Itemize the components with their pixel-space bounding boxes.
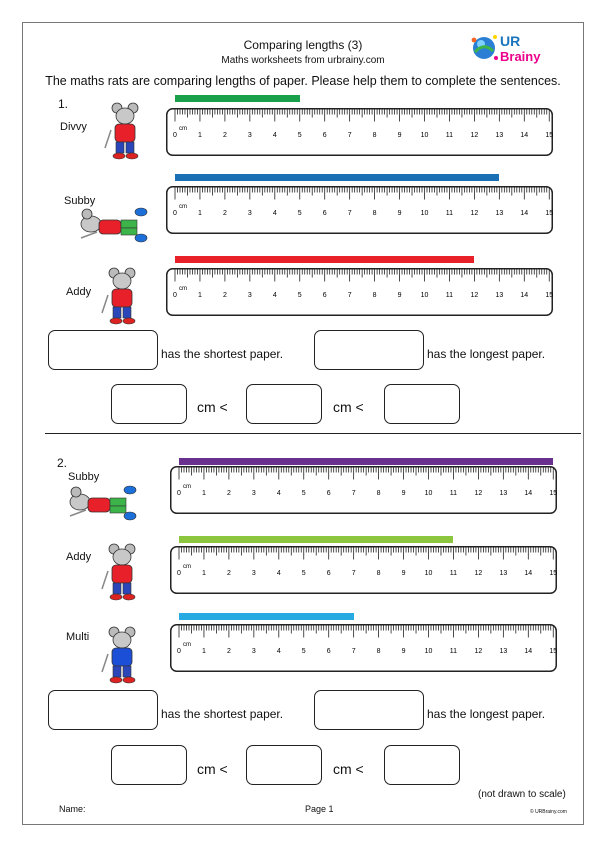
ruler-number: 5: [297, 292, 302, 299]
compare-box-3[interactable]: [384, 745, 460, 785]
ruler-number: 14: [524, 648, 533, 655]
ruler-number: 13: [499, 490, 508, 497]
ruler-number: 11: [445, 132, 454, 139]
ruler-number: 11: [445, 292, 454, 299]
ruler-number: 14: [524, 490, 533, 497]
scale-note: (not drawn to scale): [478, 789, 566, 800]
ruler-unit-label: cm: [183, 484, 191, 490]
ruler-number: 10: [424, 648, 433, 655]
ruler-number: 13: [495, 210, 504, 217]
page-number: Page 1: [305, 804, 334, 814]
ruler-number: 6: [322, 132, 327, 139]
paper-strip: [179, 458, 553, 465]
rat-name: Addy: [66, 286, 92, 298]
ruler-number: 0: [173, 132, 177, 139]
ruler-number: 13: [495, 292, 504, 299]
ruler-number: 12: [474, 648, 483, 655]
compare-box-1[interactable]: [111, 384, 187, 424]
ruler-number: 8: [376, 570, 381, 577]
paper-strip: [175, 95, 300, 102]
ruler-number: 5: [301, 490, 306, 497]
rat-illustration: [77, 200, 149, 249]
ruler-number: 10: [424, 570, 433, 577]
rat-illustration: [100, 541, 146, 606]
ruler-number: 7: [347, 292, 352, 299]
ruler: [170, 466, 557, 514]
cm-less-than-1: cm <: [197, 399, 228, 415]
ruler-number: 4: [276, 490, 281, 497]
ruler-number: 3: [251, 648, 256, 655]
ruler-number: 9: [397, 132, 402, 139]
ruler-number: 5: [301, 648, 306, 655]
ruler-number: 15: [549, 490, 557, 497]
ruler-number: 0: [177, 490, 181, 497]
rat-name: Multi: [66, 631, 90, 643]
ruler-number: 7: [347, 210, 352, 217]
ruler-number: 3: [247, 210, 252, 217]
rat-illustration: [103, 100, 149, 165]
ruler-number: 2: [226, 570, 231, 577]
ruler-number: 9: [401, 570, 406, 577]
ruler-number: 8: [376, 490, 381, 497]
ruler-unit-label: cm: [179, 126, 187, 132]
ruler-number: 9: [401, 648, 406, 655]
ruler-number: 8: [376, 648, 381, 655]
ruler-number: 1: [197, 210, 202, 217]
ruler-number: 4: [276, 570, 281, 577]
ruler-number: 1: [201, 490, 206, 497]
name-label: Name:: [59, 804, 86, 814]
ruler-number: 4: [276, 648, 281, 655]
ruler-number: 13: [499, 570, 508, 577]
logo-ur-text: UR: [500, 33, 521, 49]
ruler-number: 2: [222, 132, 227, 139]
ruler-number: 12: [470, 132, 479, 139]
copyright: © URBrainy.com: [530, 809, 567, 815]
compare-box-2[interactable]: [246, 384, 322, 424]
ruler-number: 10: [420, 292, 429, 299]
rat-illustration: [100, 624, 146, 689]
ruler: [166, 186, 553, 234]
ruler-number: 14: [520, 210, 529, 217]
ruler: [166, 268, 553, 316]
ruler-number: 7: [351, 648, 356, 655]
ruler-number: 5: [301, 570, 306, 577]
ruler-number: 11: [449, 490, 458, 497]
ruler-number: 12: [474, 490, 483, 497]
ruler-number: 14: [520, 292, 529, 299]
ruler-unit-label: cm: [179, 204, 187, 210]
shortest-answer-box[interactable]: [48, 690, 158, 730]
ruler-number: 8: [372, 132, 377, 139]
ruler-number: 1: [197, 292, 202, 299]
compare-box-1[interactable]: [111, 745, 187, 785]
ruler-number: 10: [420, 210, 429, 217]
ruler-unit-label: cm: [183, 642, 191, 648]
rat-illustration: [66, 478, 138, 527]
ruler-number: 8: [372, 292, 377, 299]
ruler-number: 6: [322, 292, 327, 299]
ruler: [170, 624, 557, 672]
ruler-number: 2: [226, 490, 231, 497]
ruler-number: 4: [272, 132, 277, 139]
question-number: 2.: [57, 456, 68, 470]
ruler-number: 0: [177, 648, 181, 655]
ruler-number: 9: [397, 210, 402, 217]
ruler-number: 10: [424, 490, 433, 497]
compare-box-3[interactable]: [384, 384, 460, 424]
paper-strip: [179, 536, 453, 543]
longest-answer-box[interactable]: [314, 690, 424, 730]
urbrainy-logo: [470, 30, 565, 64]
cm-less-than-1: cm <: [197, 761, 228, 777]
ruler-number: 7: [351, 490, 356, 497]
rat-name: Addy: [66, 551, 92, 563]
question-number: 1.: [58, 97, 69, 111]
ruler-unit-label: cm: [183, 564, 191, 570]
cm-less-than-2: cm <: [333, 761, 364, 777]
ruler-number: 13: [499, 648, 508, 655]
cm-less-than-2: cm <: [333, 399, 364, 415]
ruler-number: 6: [322, 210, 327, 217]
ruler-number: 3: [247, 132, 252, 139]
longest-statement: has the longest paper.: [427, 707, 546, 721]
ruler-number: 12: [470, 210, 479, 217]
ruler-number: 3: [251, 490, 256, 497]
ruler-number: 10: [420, 132, 429, 139]
paper-strip: [179, 613, 354, 620]
ruler-number: 15: [545, 132, 553, 139]
logo-brainy-text: Brainy: [500, 49, 541, 64]
ruler-number: 5: [297, 210, 302, 217]
ruler-number: 6: [326, 648, 331, 655]
paper-strip: [175, 174, 499, 181]
ruler-number: 1: [201, 648, 206, 655]
ruler-number: 6: [326, 490, 331, 497]
ruler-number: 6: [326, 570, 331, 577]
ruler-number: 0: [177, 570, 181, 577]
ruler-number: 11: [449, 648, 458, 655]
ruler-number: 12: [470, 292, 479, 299]
ruler-number: 14: [524, 570, 533, 577]
ruler-number: 2: [222, 210, 227, 217]
ruler-number: 0: [173, 210, 177, 217]
ruler: [170, 546, 557, 594]
compare-box-2[interactable]: [246, 745, 322, 785]
ruler-number: 4: [272, 292, 277, 299]
ruler-number: 9: [397, 292, 402, 299]
rat-name: Divvy: [60, 121, 87, 133]
ruler-number: 7: [347, 132, 352, 139]
longest-statement: has the longest paper.: [427, 347, 546, 361]
shortest-statement: has the shortest paper.: [161, 707, 284, 721]
ruler-number: 5: [297, 132, 302, 139]
ruler-unit-label: cm: [179, 286, 187, 292]
ruler: [166, 108, 553, 156]
ruler-number: 14: [520, 132, 529, 139]
ruler-number: 11: [445, 210, 454, 217]
ruler-number: 9: [401, 490, 406, 497]
ruler-number: 11: [449, 570, 458, 577]
rat-illustration: [100, 265, 146, 330]
ruler-number: 0: [173, 292, 177, 299]
shortest-answer-box[interactable]: [48, 330, 158, 370]
ruler-number: 13: [495, 132, 504, 139]
instructions: The maths rats are comparing lengths of paper. Please help them to complete the sentences.: [45, 74, 561, 88]
ruler-number: 2: [226, 648, 231, 655]
ruler-number: 15: [549, 570, 557, 577]
ruler-number: 1: [201, 570, 206, 577]
ruler-number: 15: [549, 648, 557, 655]
ruler-number: 4: [272, 210, 277, 217]
ruler-number: 15: [545, 292, 553, 299]
rat-name: Subby: [68, 471, 100, 483]
ruler-number: 15: [545, 210, 553, 217]
ruler-number: 3: [247, 292, 252, 299]
ruler-number: 12: [474, 570, 483, 577]
worksheet-subtitle: Maths worksheets from urbrainy.com: [221, 55, 385, 66]
ruler-number: 8: [372, 210, 377, 217]
ruler-number: 3: [251, 570, 256, 577]
ruler-number: 1: [197, 132, 202, 139]
longest-answer-box[interactable]: [314, 330, 424, 370]
section-divider: [45, 433, 581, 434]
rat-name: Subby: [64, 195, 96, 207]
shortest-statement: has the shortest paper.: [161, 347, 284, 361]
paper-strip: [175, 256, 474, 263]
ruler-number: 2: [222, 292, 227, 299]
ruler-number: 7: [351, 570, 356, 577]
worksheet-title: Comparing lengths (3): [243, 38, 363, 52]
